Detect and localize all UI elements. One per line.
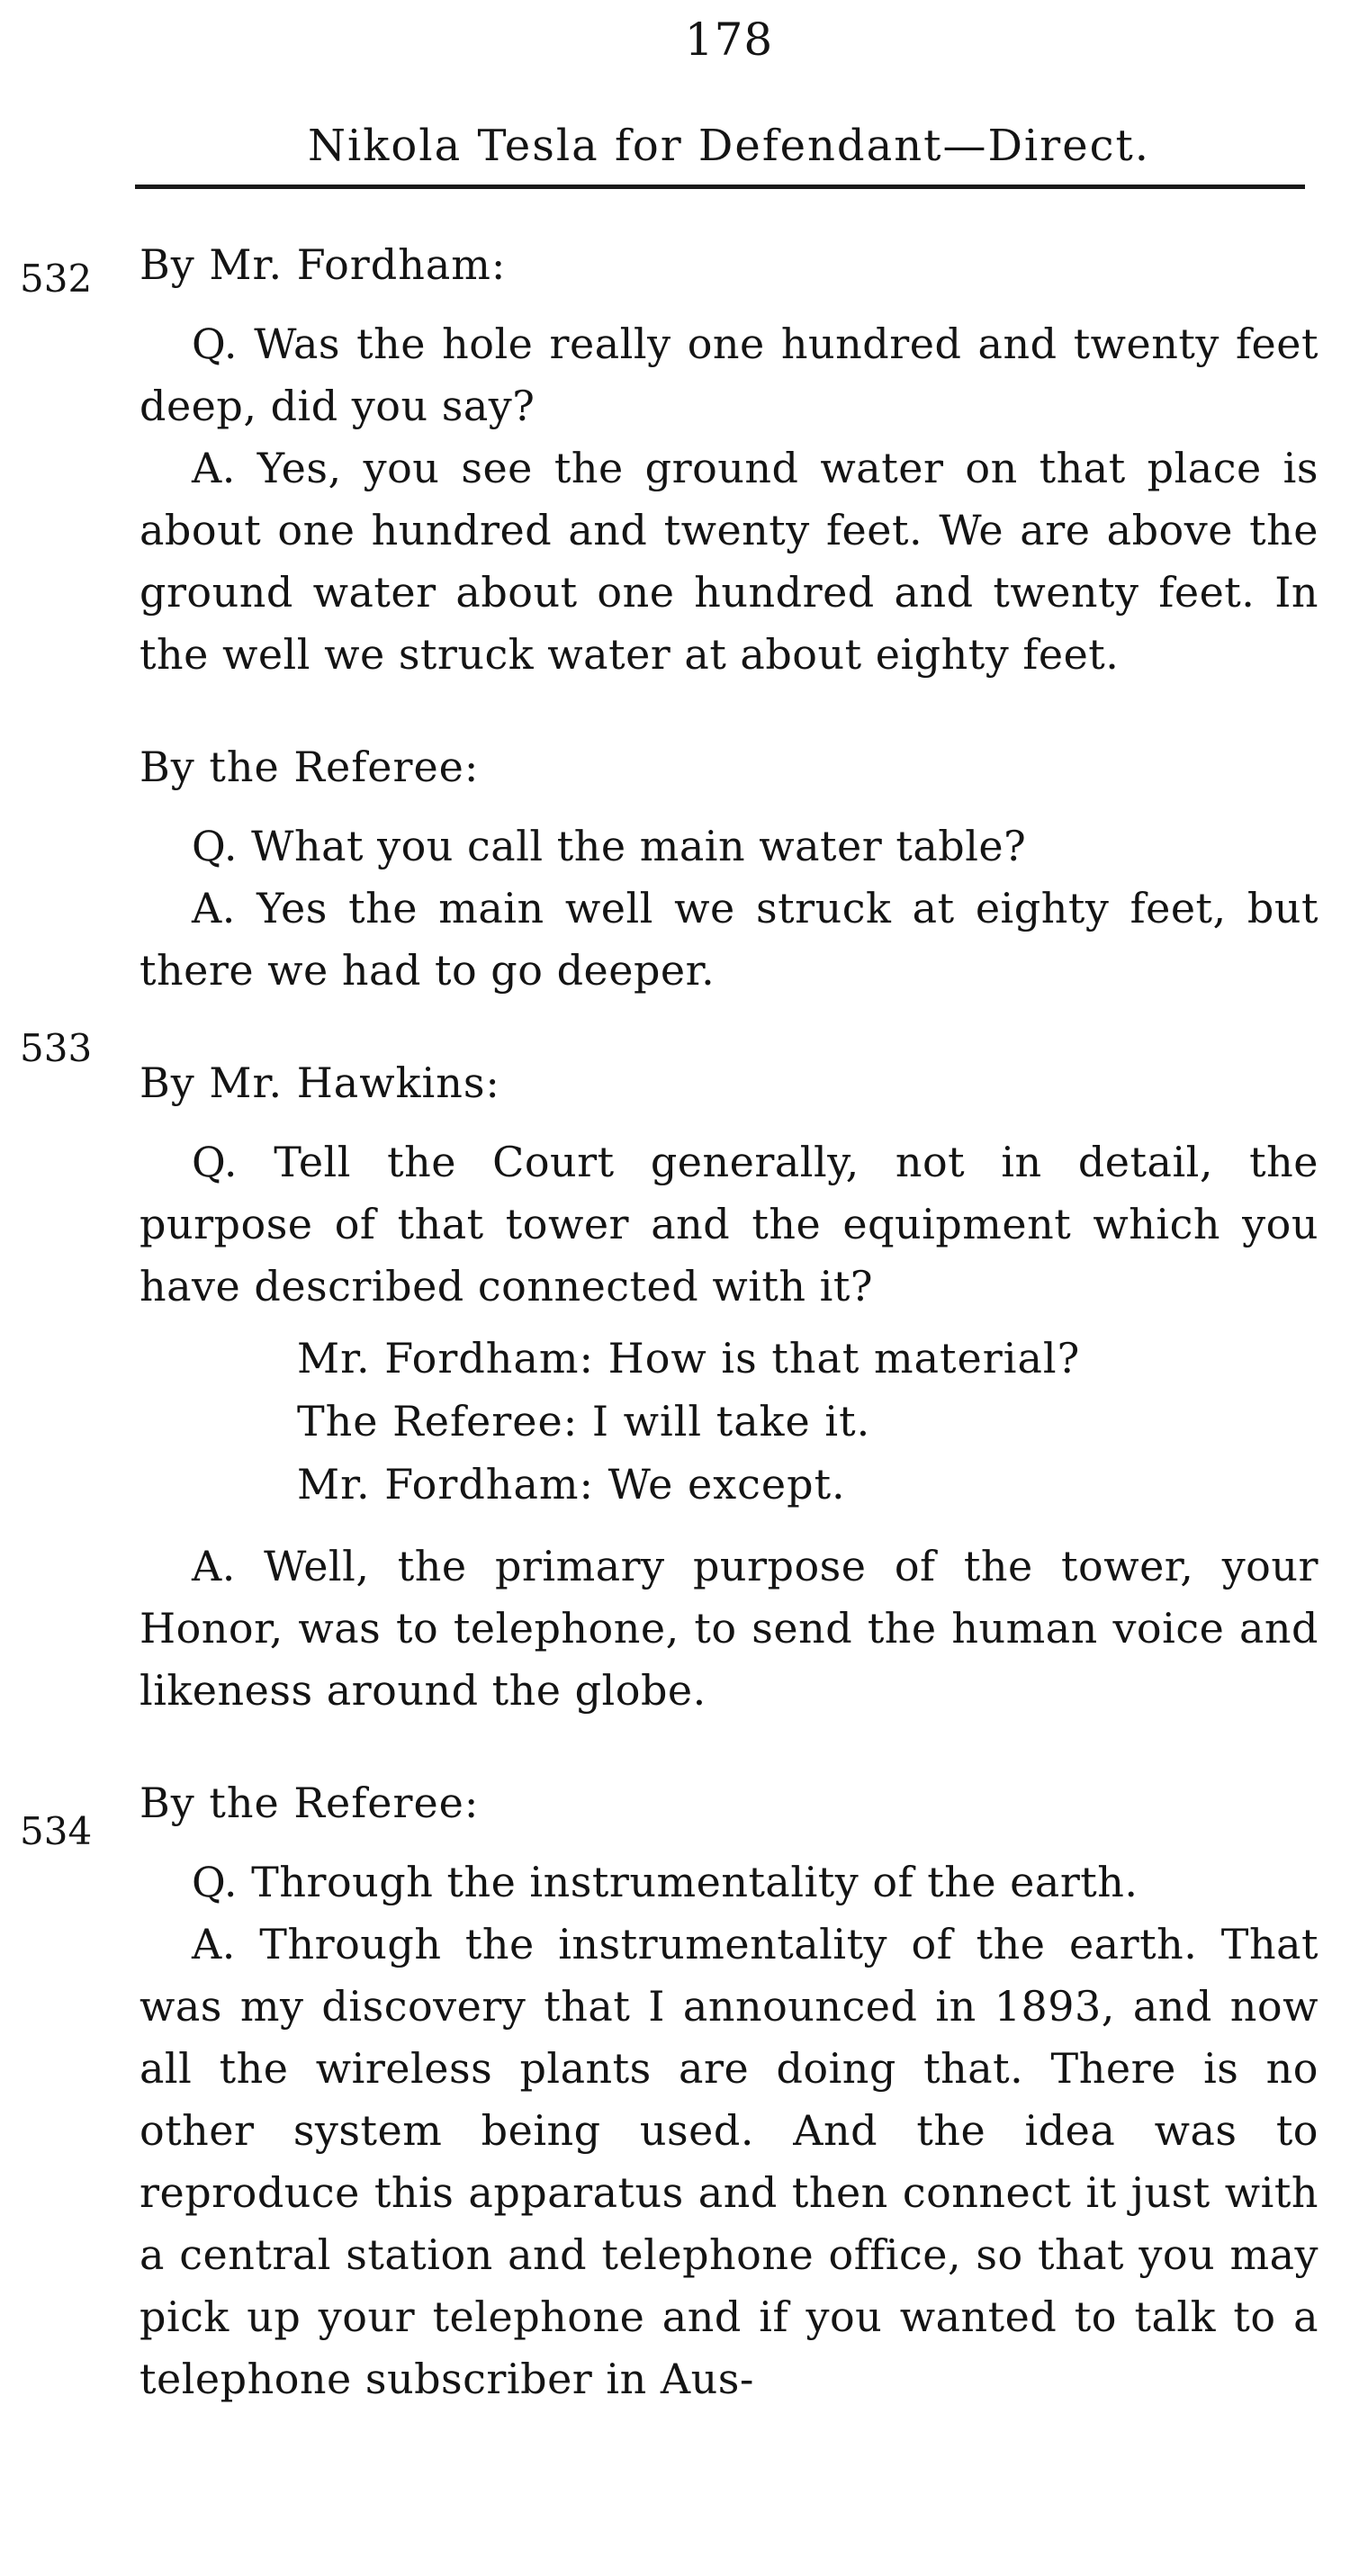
speaker-heading: By the Referee: <box>140 1779 480 1827</box>
colloquy-block <box>140 1327 1318 1516</box>
exchange-referee-2 <box>140 1772 1318 2410</box>
exchange-fordham <box>140 234 1318 686</box>
running-head: Nikola Tesla for Defendant—Direct. <box>307 121 1151 171</box>
answer-paragraph: A. Through the instrumentality of the earth. That was my discovery that I announced in 1893, and now all the wireless plants are doing that. There is no other system being used. And the idea was to reproduce this apparatus and then connect it just with a central station and telephone office, so that you may pick up your telephone and if you wanted to talk to a telephone subscriber in Aus- <box>140 1920 1318 2403</box>
text-column <box>140 234 1318 2461</box>
head-rule <box>135 185 1305 189</box>
answer-paragraph: A. Yes the main well we struck at eighty feet, but there we had to go deeper. <box>140 884 1318 995</box>
question-paragraph: Q. Was the hole really one hundred and twenty feet deep, did you say? <box>140 320 1318 430</box>
speaker-heading: By Mr. Hawkins: <box>140 1058 500 1107</box>
speaker-heading: By Mr. Fordham: <box>140 240 507 289</box>
question-paragraph: Q. What you call the main water table? <box>192 822 1027 870</box>
answer-paragraph: A. Well, the primary purpose of the tower, your Honor, was to telephone, to send the human voice and likeness around the globe. <box>140 1542 1318 1715</box>
page-number: 178 <box>684 14 774 66</box>
colloquy-line: The Referee: I will take it. <box>297 1397 871 1446</box>
speaker-heading: By the Referee: <box>140 743 480 791</box>
exchange-hawkins <box>140 1052 1318 1722</box>
margin-number-532: 532 <box>20 257 93 301</box>
colloquy-line: Mr. Fordham: We except. <box>297 1460 846 1509</box>
margin-number-533: 533 <box>20 1026 93 1070</box>
exchange-referee <box>140 736 1318 1002</box>
answer-paragraph: A. Yes, you see the ground water on that place is about one hundred and twenty feet. We are above the ground water about one hundred and twenty feet. In the well we struck water at about eighty feet. <box>140 444 1318 679</box>
margin-number-534: 534 <box>20 1809 93 1853</box>
question-paragraph: Q. Through the instrumentality of the earth. <box>192 1858 1138 1906</box>
question-paragraph: Q. Tell the Court generally, not in detail, the purpose of that tower and the equipment which you have described connected with it? <box>140 1138 1318 1311</box>
colloquy-line: Mr. Fordham: How is that material? <box>297 1334 1081 1383</box>
